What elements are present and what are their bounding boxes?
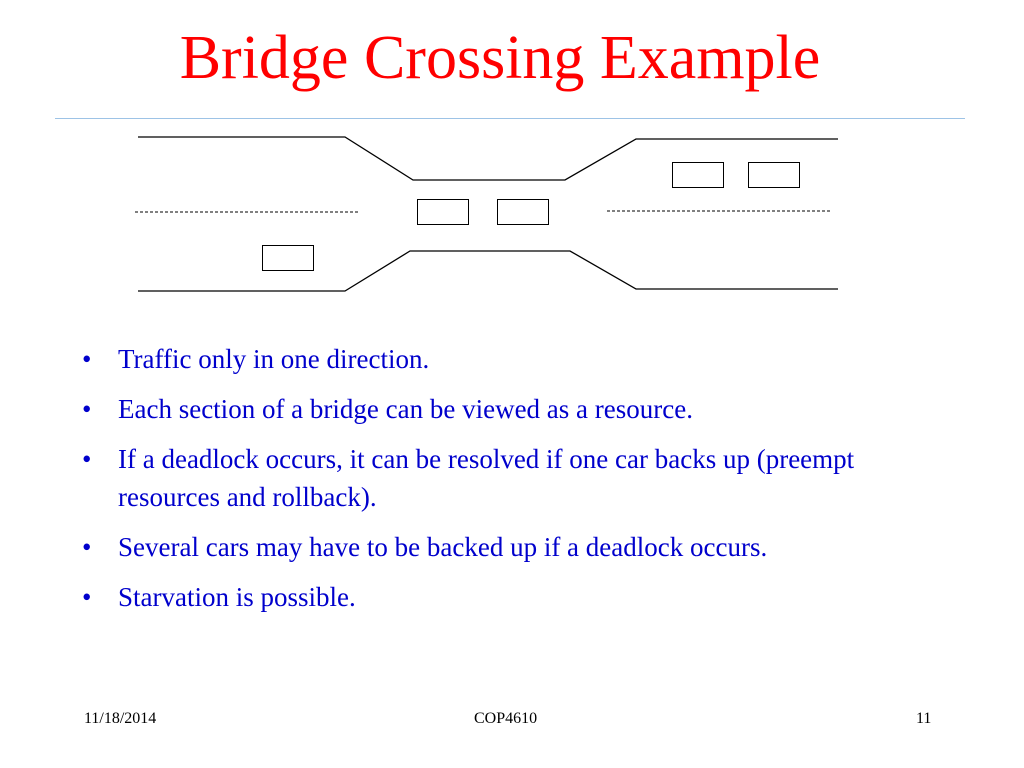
bullet-item [80,440,960,516]
car-bridge-2 [497,199,549,225]
bullet-text: Several cars may have to be backed up if a deadlock occurs. [118,532,768,562]
bullet-item [80,390,960,428]
bullet-marker: • [82,532,92,562]
footer-page-number: 11 [916,710,932,727]
bullet-marker: • [82,344,92,374]
bullet-list [80,340,960,628]
bullet-text: Each section of a bridge can be viewed as a resource. [118,394,693,424]
bullet-item [80,528,960,566]
bullet-text: Traffic only in one direction. [118,344,430,374]
bullet-marker: • [82,394,92,424]
bullet-item [80,578,960,616]
bullet-item [80,340,960,378]
bullet-marker: • [82,582,92,612]
bullet-text: If a deadlock occurs, it can be resolved if one car backs up (preempt resources and rollback). [118,444,855,512]
road-bottom-edge [138,251,838,291]
bullet-marker: • [82,444,92,474]
bullet-text: Starvation is possible. [118,582,356,612]
slide-title: Bridge Crossing Example [179,24,821,92]
car-right-upper-2 [748,162,800,188]
road-top-edge-left [138,137,838,180]
car-right-upper-1 [672,162,724,188]
footer-course: COP4610 [474,710,538,727]
car-left-lower [262,245,314,271]
footer-date: 11/18/2014 [84,710,157,727]
car-bridge-1 [417,199,469,225]
title-divider [55,118,965,119]
